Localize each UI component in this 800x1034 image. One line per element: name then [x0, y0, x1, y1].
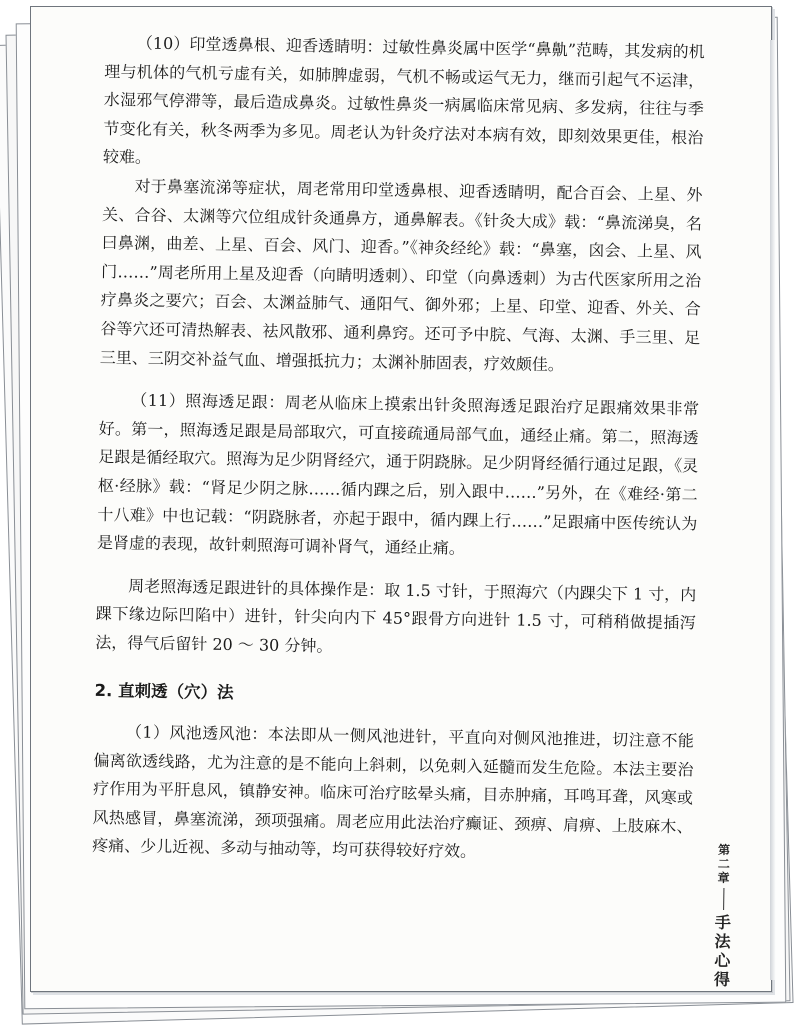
chapter-number [717, 843, 730, 885]
paragraph-needling-operation: 周老照海透足跟进针的具体操作是：取 1.5 寸针，于照海穴（内踝尖下 1 寸，内踝下缘边际凹陷中）进针，针尖向内下 45°跟骨方向进针 1.5 寸，可稍稍做提插泻法，得气后留针 20 ～ 30 分钟。 [95, 576, 697, 656]
title-char: 手 [714, 912, 732, 933]
book-page [30, 6, 772, 992]
paragraph-nasal-congestion: 对于鼻塞流涕等症状，周老常用印堂透鼻根、迎香透睛明，配合百会、上星、外关、合谷、太渊等穴位组成针灸通鼻方，通鼻解表。《针灸大成》载：“鼻流涕臭，名曰鼻渊，曲差、上星、百会、风门、迎香。”《神灸经纶》载：“鼻塞，囟会、上星、风门……”周老所用上星及迎香（向睛明透刺）、印堂（向鼻透刺）为古代医家所用之治疗鼻炎之要穴；百会、太渊益肺气、通阳气、御外邪；上星、印堂、迎香、外关、合谷等穴还可清热解表、祛风散邪、通利鼻窍。还可予中脘、气海、太渊、手三里、足三里、三阴交补益气血、增强抵抗力；太渊补肺固表，疗效颇佳。 [99, 176, 703, 374]
chapter-char: 二 [717, 856, 730, 872]
tab-divider [723, 888, 724, 910]
paragraph-zhaohai-heel: （11）照海透足跟：周老从临床上摸索出针灸照海透足跟治疗足跟痛效果非常好。第一，照海透足跟是局部取穴，可直接疏通局部气血，通经止痛。第二，照海透足跟是循经取穴。照海为足少阴肾经穴，通于阴跷脉。足少阴肾经循行通过足跟，《灵枢·经脉》载：“肾足少阴之脉……循内踝之后，别入跟中……”另外，在《难经·第二十八难》中也记载：“阴跷脉者，亦起于跟中，循内踝上行……”足跟痛中医传统认为是肾虚的表现，故针刺照海可调补肾气，通经止痛。 [96, 390, 700, 558]
title-char: 得 [713, 969, 731, 990]
section-heading: 2. 直刺透（穴）法 [94, 681, 234, 703]
page-edge-shadow [770, 40, 776, 980]
chapter-side-tab [711, 843, 735, 989]
title-char: 心 [714, 950, 731, 971]
page-content [92, 29, 705, 870]
title-char: 法 [714, 931, 731, 952]
chapter-title [714, 913, 731, 989]
paragraph-yintang-yingxiang: （10）印堂透鼻根、迎香透睛明：过敏性鼻炎属中医学“鼻鼽”范畴，其发病的机理与机体的气机亏虚有关，如肺脾虚弱，气机不畅或运气无力，继而引起气不运津，水湿邪气停滞等，最后造成鼻炎。过敏性鼻炎一病属临床常见病、多发病，往往与季节变化有关，秋冬两季为多见。周老认为针灸疗法对本病有效，即刻效果更佳，根治较难。 [102, 33, 705, 168]
chapter-char: 第 [717, 842, 731, 858]
chapter-char: 章 [717, 870, 730, 886]
paragraph-fengchi: （1）风池透风池：本法即从一侧风池进针，平直向对侧风池推进，切注意不能偏离欲透线路，尤为注意的是不能向上斜刺，以免刺入延髓而发生危险。本法主要治疗作用为平肝息风，镇静安神。临床可治疗眩晕头痛，目赤肿痛，耳鸣耳聋，风寒或风热感冒，鼻塞流涕，颈项强痛。周老应用此法治疗癫证、颈痹、肩痹、上肢麻木、疼痛、少儿近视、多动与抽动等，均可获得较好疗效。 [92, 722, 695, 862]
